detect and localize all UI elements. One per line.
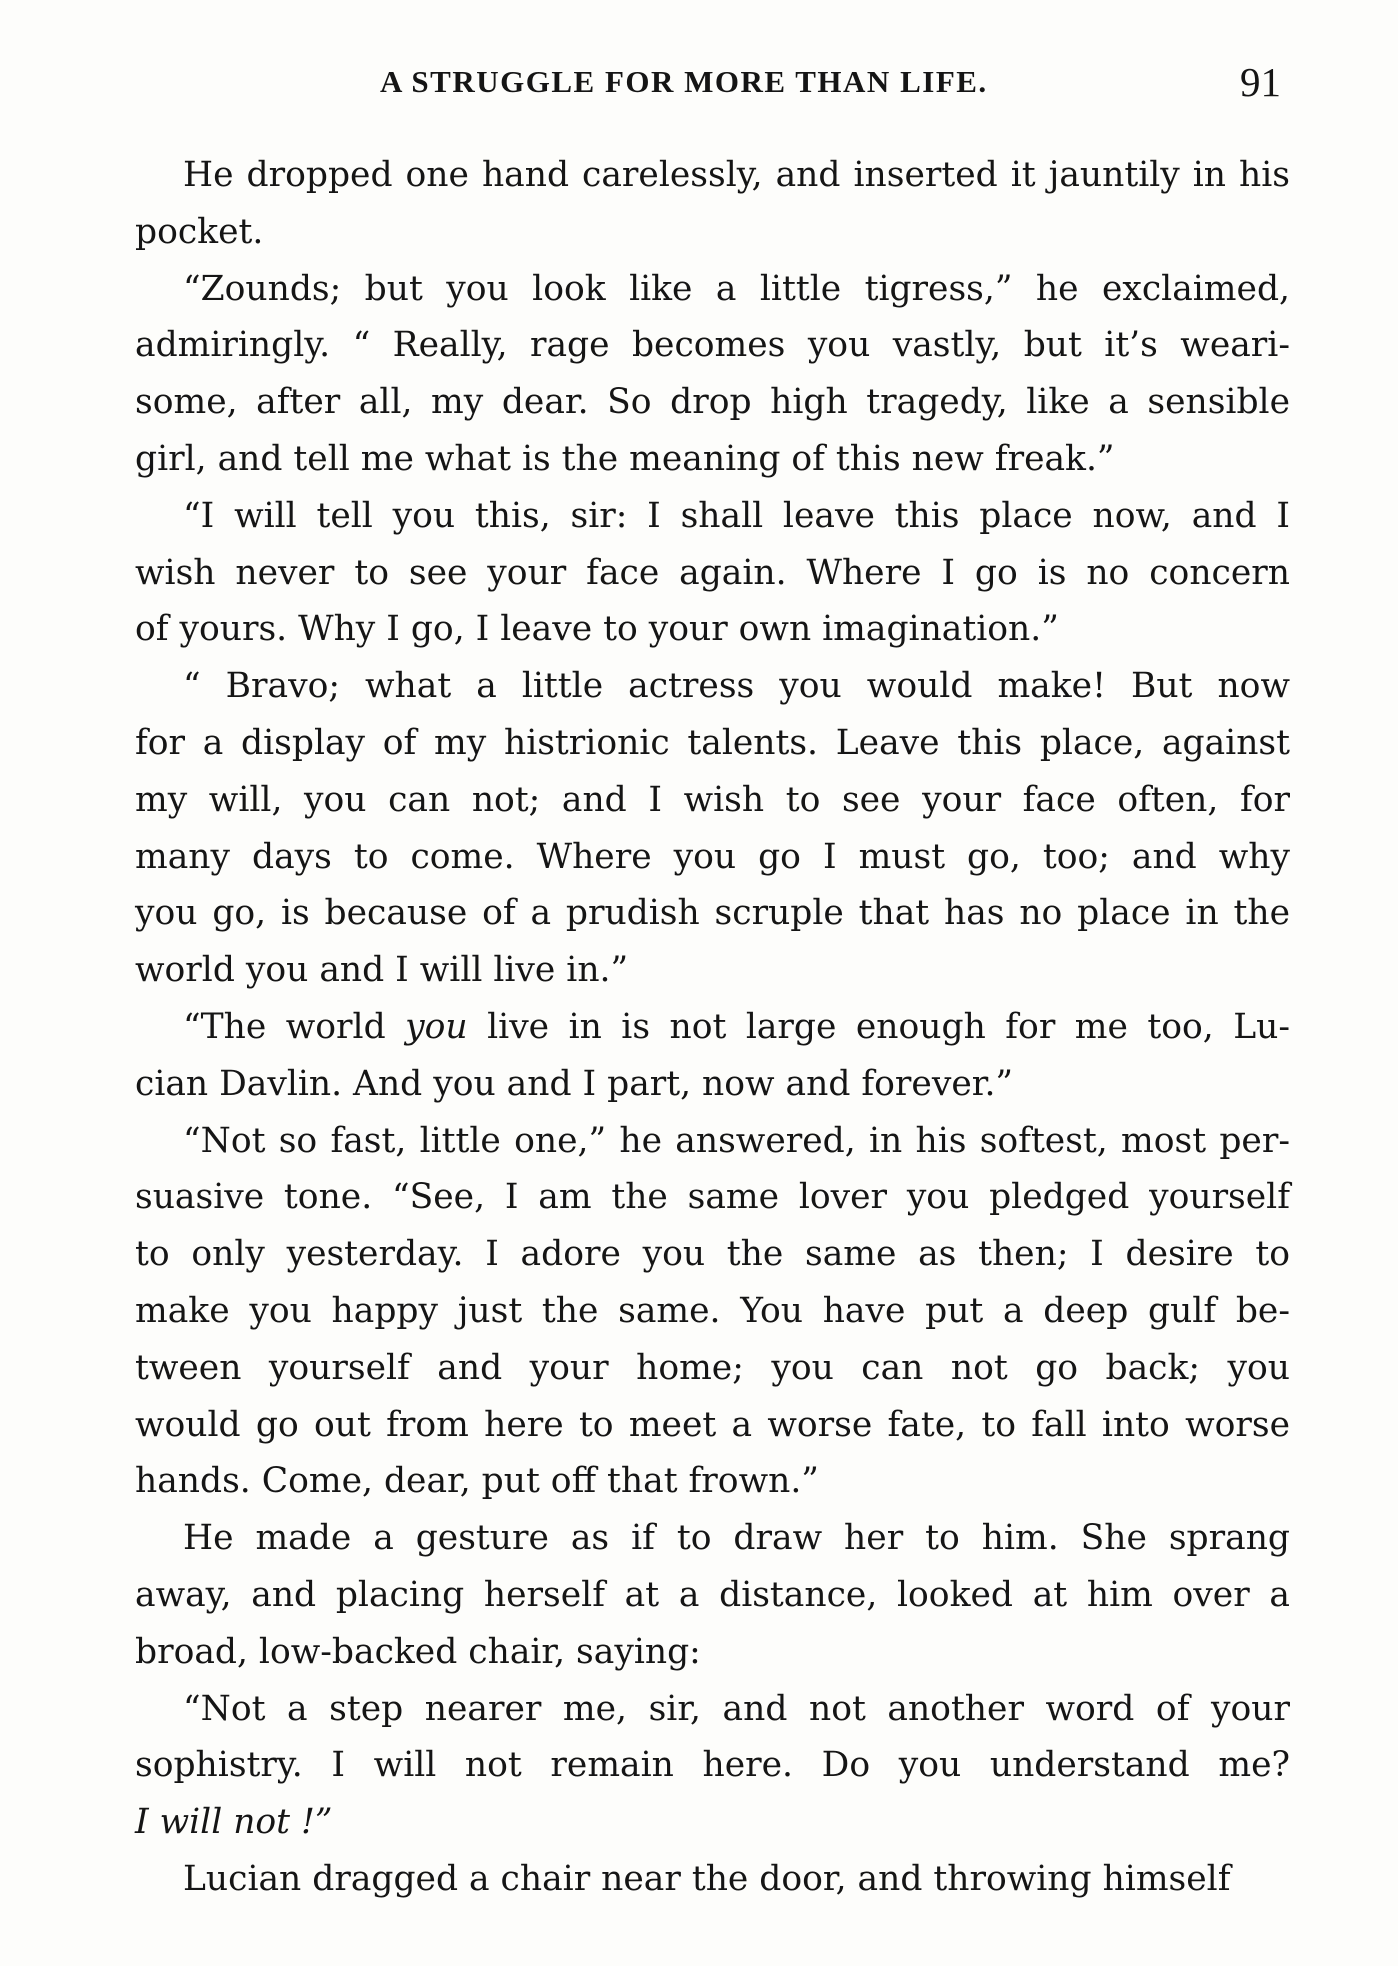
text-line <box>135 999 1290 1056</box>
text-line: of yours. Why I go, I leave to your own imagination.” <box>135 609 1059 650</box>
text-line: He dropped one hand carelessly, and inserted it jauntily in his <box>183 155 1290 195</box>
text-line: cian Davlin. And you and I part, now and forever.” <box>135 1063 1014 1104</box>
italic-emphasis: I will not !” <box>135 1802 333 1843</box>
text-fragment: “The world <box>183 1006 386 1047</box>
text-line: make you happy just the same. You have put a deep gulf be- <box>135 1290 1290 1331</box>
running-head: A STRUGGLE FOR MORE THAN LIFE. <box>380 64 988 99</box>
text-line: “ Bravo; what a little actress you would make! But now <box>183 666 1290 707</box>
text-line: suasive tone. “See, I am the same lover you pledged yourself <box>135 1177 1290 1218</box>
text-line: to only yesterday. I adore you the same as then; I desire to <box>135 1234 1290 1275</box>
text-line: “Not so fast, little one,” he answered, in his softest, most per- <box>183 1120 1290 1161</box>
text-line: sophistry. I will not remain here. Do you understand me? <box>135 1745 1290 1786</box>
page-header <box>0 58 1398 118</box>
text-line: Lucian dragged a chair near the door, and throwing himself <box>183 1858 1231 1899</box>
text-line: for a display of my histrionic talents. Leave this place, against <box>135 722 1290 763</box>
text-line: wish never to see your face again. Where I go is no concern <box>135 552 1290 593</box>
text-line: girl, and tell me what is the meaning of this new freak.” <box>135 438 1115 479</box>
text-line: world you and I will live in.” <box>135 950 629 991</box>
text-line: He made a gesture as if to draw her to him. She sprang <box>183 1518 1290 1559</box>
text-line: you go, is because of a prudish scruple that has no place in the <box>135 893 1290 934</box>
text-line: would go out from here to meet a worse fate, to fall into worse <box>135 1404 1290 1445</box>
text-line: “I will tell you this, sir: I shall leave this place now, and I <box>183 495 1290 536</box>
text-line: “Zounds; but you look like a little tigress,” he exclaimed, <box>183 268 1290 309</box>
text-line <box>135 1794 1290 1851</box>
text-line: broad, low-backed chair, saying: <box>135 1631 701 1672</box>
italic-emphasis: you <box>405 1006 468 1047</box>
text-line: my will, you can not; and I wish to see your face often, for <box>135 779 1290 820</box>
text-line: hands. Come, dear, put off that frown.” <box>135 1461 819 1502</box>
page-number: 91 <box>1240 59 1281 105</box>
text-line: tween yourself and your home; you can not go back; you <box>135 1347 1290 1388</box>
text-line: pocket. <box>135 211 264 252</box>
text-line: “Not a step nearer me, sir, and not another word of your <box>183 1688 1290 1729</box>
text-line: away, and placing herself at a distance, looked at him over a <box>135 1574 1290 1615</box>
text-line: some, after all, my dear. So drop high tragedy, like a sensible <box>135 382 1290 423</box>
text-fragment: live in is not large enough for me too, Lu- <box>487 1006 1291 1047</box>
text-line: many days to come. Where you go I must go, too; and why <box>135 836 1290 877</box>
text-line: admiringly. “ Really, rage becomes you vastly, but it’s weari- <box>135 325 1290 366</box>
body-text <box>135 147 1290 1908</box>
